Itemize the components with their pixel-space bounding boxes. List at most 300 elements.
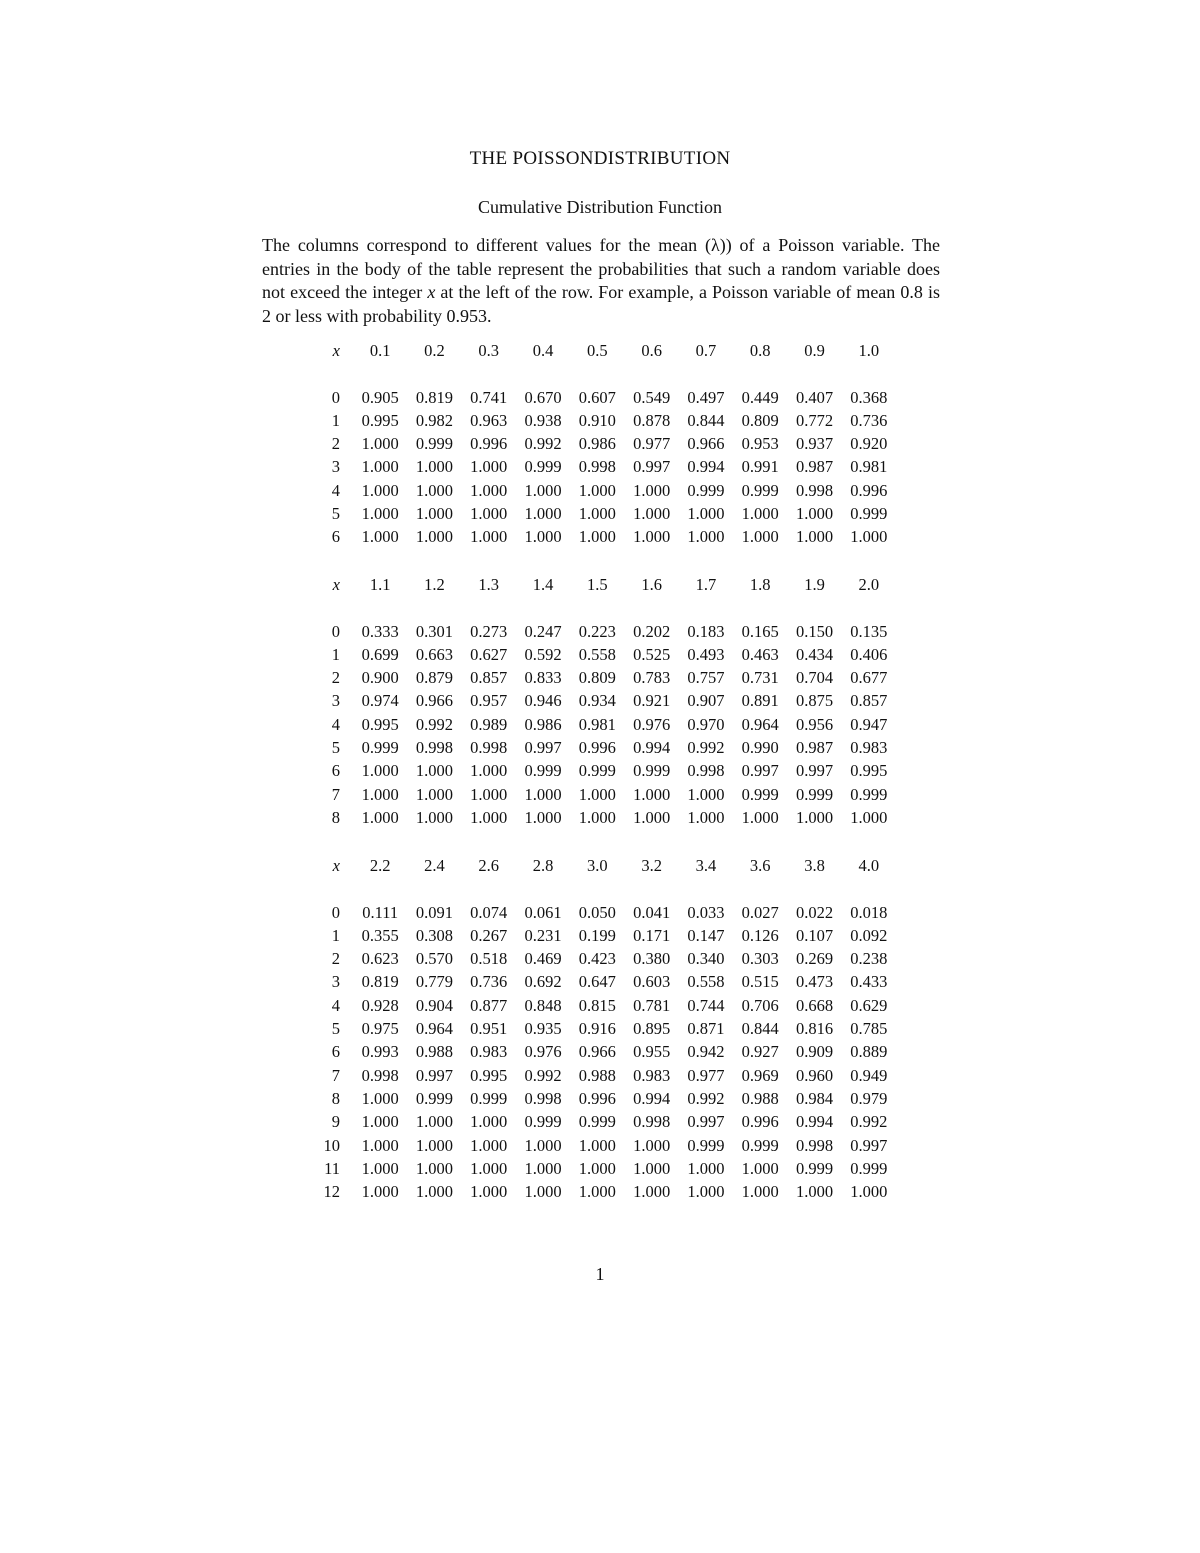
probability-cell: 1.000 (850, 807, 888, 827)
probability-cell: 0.091 (415, 902, 453, 922)
probability-cell: 1.000 (415, 1182, 453, 1202)
intro-text-part2: at the left of the row. For example, a Poisson variable of mean 0.8 is 2 or less with probability 0.953. (262, 282, 940, 326)
probability-cell: 1.000 (470, 807, 508, 827)
probability-cell: 0.999 (741, 480, 779, 500)
probability-cell: 0.999 (524, 1112, 562, 1132)
x-value-cell: 6 (331, 761, 340, 781)
probability-cell: 1.000 (361, 1158, 399, 1178)
probability-cell: 0.844 (741, 1019, 779, 1039)
probability-cell: 0.018 (850, 902, 888, 922)
probability-cell: 0.525 (633, 644, 671, 664)
probability-cell: 0.981 (850, 457, 888, 477)
probability-cell: 0.975 (361, 1019, 399, 1039)
probability-cell: 0.757 (687, 668, 725, 688)
probability-cell: 1.000 (524, 784, 562, 804)
probability-cell: 0.982 (415, 410, 453, 430)
table-row (300, 901, 896, 924)
probability-cell: 0.515 (741, 972, 779, 992)
probability-cell: 0.493 (687, 644, 725, 664)
probability-cell: 0.956 (795, 714, 834, 734)
probability-cell: 0.992 (687, 1088, 725, 1108)
probability-cell: 1.000 (633, 807, 671, 827)
x-column-header: x (332, 856, 340, 875)
probability-cell: 0.074 (470, 902, 508, 922)
probability-cell: 0.992 (687, 738, 725, 758)
probability-cell: 0.921 (633, 691, 671, 711)
probability-cell: 0.907 (687, 691, 725, 711)
probability-cell: 0.994 (633, 738, 671, 758)
probability-cell: 0.994 (633, 1088, 671, 1108)
probability-cell: 0.706 (741, 995, 779, 1015)
probability-cell: 0.895 (633, 1019, 671, 1039)
x-value-cell: 0 (331, 387, 340, 407)
x-value-cell: 1 (331, 644, 340, 664)
x-value-cell: 11 (324, 1158, 340, 1178)
probability-cell: 0.994 (687, 457, 725, 477)
probability-cell: 0.670 (524, 387, 562, 407)
probability-cell: 0.927 (741, 1042, 779, 1062)
probability-cell: 0.147 (687, 925, 725, 945)
x-value-cell: 2 (331, 668, 340, 688)
probability-cell: 0.558 (578, 644, 616, 664)
table-block-2 (300, 573, 900, 829)
lambda-header-row (300, 573, 896, 596)
probability-cell: 0.995 (361, 410, 399, 430)
probability-cell: 0.991 (741, 457, 779, 477)
probability-cell: 1.000 (578, 480, 616, 500)
probability-cell: 0.871 (687, 1019, 725, 1039)
probability-cell: 0.772 (795, 410, 834, 430)
probability-cell: 0.999 (524, 761, 562, 781)
probability-cell: 0.977 (687, 1065, 725, 1085)
probability-cell: 0.946 (524, 691, 562, 711)
table-row (300, 713, 896, 736)
probability-cell: 0.022 (795, 902, 834, 922)
table-row (300, 970, 896, 993)
x-value-cell: 5 (331, 738, 340, 758)
probability-cell: 0.999 (361, 738, 399, 758)
table-row (300, 806, 896, 829)
table-row (300, 1180, 896, 1203)
probability-cell: 0.238 (850, 949, 888, 969)
probability-cell: 0.920 (850, 434, 888, 454)
lambda-header-row (300, 339, 896, 362)
probability-cell: 0.607 (578, 387, 616, 407)
lambda-header: 1.5 (587, 575, 608, 594)
probability-cell: 0.368 (850, 387, 888, 407)
spacer-cell (300, 596, 896, 619)
probability-cell: 1.000 (415, 457, 453, 477)
probability-cell: 1.000 (415, 504, 453, 524)
probability-cell: 0.997 (524, 738, 562, 758)
x-value-cell: 8 (331, 807, 340, 827)
probability-cell: 1.000 (795, 807, 834, 827)
probability-cell: 1.000 (415, 527, 453, 547)
probability-cell: 0.999 (850, 1158, 888, 1178)
table-row (300, 783, 896, 806)
table-row (300, 1040, 896, 1063)
probability-cell: 0.731 (741, 668, 779, 688)
probability-cell: 0.981 (578, 714, 616, 734)
probability-cell: 1.000 (741, 1182, 779, 1202)
probability-cell: 0.963 (470, 410, 508, 430)
probability-cell: 0.269 (795, 949, 834, 969)
probability-cell: 0.999 (470, 1088, 508, 1108)
lambda-header: 1.6 (641, 575, 662, 594)
lambda-header: 0.5 (587, 341, 608, 360)
lambda-header: 1.7 (695, 575, 717, 594)
table-row (300, 666, 896, 689)
probability-cell: 0.999 (741, 1135, 779, 1155)
probability-cell: 0.406 (850, 644, 888, 664)
probability-cell: 0.976 (633, 714, 671, 734)
probability-cell: 0.992 (524, 1065, 562, 1085)
table-row (300, 643, 896, 666)
probability-cell: 0.041 (633, 902, 671, 922)
intro-paragraph (262, 234, 940, 328)
probability-cell: 1.000 (687, 1158, 725, 1178)
page-number: 1 (595, 1264, 605, 1284)
probability-cell: 0.998 (795, 480, 834, 500)
probability-cell: 0.988 (578, 1065, 616, 1085)
probability-cell: 0.910 (578, 410, 616, 430)
table-row (300, 386, 896, 409)
probability-cell: 1.000 (741, 807, 779, 827)
probability-cell: 0.879 (415, 668, 453, 688)
probability-cell: 1.000 (687, 784, 725, 804)
probability-cell: 0.993 (361, 1042, 399, 1062)
probability-cell: 1.000 (524, 1135, 562, 1155)
x-value-cell: 4 (331, 714, 340, 734)
probability-cell: 0.949 (850, 1065, 888, 1085)
x-value-cell: 7 (331, 1065, 340, 1085)
probability-cell: 0.996 (470, 434, 508, 454)
probability-cell: 0.976 (524, 1042, 562, 1062)
probability-cell: 0.783 (633, 668, 671, 688)
probability-cell: 0.816 (795, 1019, 834, 1039)
probability-cell: 1.000 (524, 1158, 562, 1178)
probability-cell: 0.988 (741, 1088, 779, 1108)
probability-cell: 0.998 (361, 1065, 399, 1085)
x-value-cell: 5 (331, 504, 340, 524)
probability-cell: 0.741 (470, 387, 508, 407)
probability-cell: 0.935 (524, 1019, 562, 1039)
probability-cell: 0.996 (741, 1112, 779, 1132)
probability-cell: 0.996 (578, 1088, 616, 1108)
table-row (300, 479, 896, 502)
probability-cell: 1.000 (687, 1182, 725, 1202)
x-value-cell: 4 (331, 480, 340, 500)
probability-cell: 1.000 (361, 1088, 399, 1108)
table-block-1 (300, 339, 900, 549)
probability-cell: 0.135 (850, 621, 888, 641)
probability-cell: 0.999 (687, 1135, 725, 1155)
probability-cell: 1.000 (687, 504, 725, 524)
probability-cell: 0.844 (687, 410, 725, 430)
x-value-cell: 7 (331, 784, 340, 804)
probability-cell: 1.000 (415, 1158, 453, 1178)
lambda-header: 1.2 (424, 575, 445, 594)
probability-cell: 0.434 (795, 644, 834, 664)
probability-cell: 1.000 (633, 1135, 671, 1155)
probability-cell: 0.877 (470, 995, 508, 1015)
probability-cell: 0.966 (687, 434, 725, 454)
lambda-header: 1.9 (804, 575, 825, 594)
probability-cell: 1.000 (633, 504, 671, 524)
probability-cell: 0.999 (578, 761, 616, 781)
probability-cell: 0.857 (850, 691, 888, 711)
x-value-cell: 3 (331, 457, 340, 477)
x-column-header: x (332, 341, 340, 360)
probability-cell: 0.964 (415, 1019, 453, 1039)
probability-cell: 0.998 (470, 738, 508, 758)
spacer-cell (300, 362, 896, 385)
probability-cell: 0.875 (795, 691, 834, 711)
probability-cell: 0.781 (633, 995, 671, 1015)
probability-cell: 1.000 (470, 784, 508, 804)
probability-cell: 1.000 (795, 1182, 834, 1202)
probability-cell: 0.518 (470, 949, 508, 969)
probability-cell: 0.355 (361, 925, 399, 945)
probability-cell: 1.000 (361, 807, 399, 827)
x-value-cell: 6 (331, 1042, 340, 1062)
probability-cell: 0.987 (795, 457, 834, 477)
probability-cell: 0.891 (741, 691, 779, 711)
table-row (300, 736, 896, 759)
probability-cell: 0.247 (524, 621, 562, 641)
probability-cell: 0.107 (795, 925, 834, 945)
probability-cell: 1.000 (415, 480, 453, 500)
table-row (300, 409, 896, 432)
probability-cell: 0.183 (687, 621, 725, 641)
cdf-table (300, 573, 896, 829)
x-value-cell: 6 (331, 527, 340, 547)
probability-cell: 0.423 (578, 949, 616, 969)
probability-cell: 0.809 (741, 410, 779, 430)
x-value-cell: 1 (331, 410, 340, 430)
x-value-cell: 1 (331, 925, 340, 945)
probability-cell: 0.333 (361, 621, 399, 641)
probability-cell: 0.308 (415, 925, 453, 945)
probability-cell: 0.992 (415, 714, 453, 734)
lambda-header: 1.0 (858, 341, 880, 360)
table-row (300, 1087, 896, 1110)
probability-cell: 1.000 (633, 527, 671, 547)
lambda-header: 0.8 (749, 341, 771, 360)
probability-cell: 0.997 (415, 1065, 453, 1085)
probability-cell: 0.558 (687, 972, 725, 992)
probability-cell: 0.997 (850, 1135, 888, 1155)
probability-cell: 0.061 (524, 902, 562, 922)
lambda-header: 0.6 (641, 341, 662, 360)
probability-cell: 0.996 (850, 480, 888, 500)
probability-cell: 1.000 (361, 457, 399, 477)
probability-cell: 0.815 (578, 995, 616, 1015)
probability-cell: 0.629 (850, 995, 888, 1015)
probability-cell: 0.809 (578, 668, 616, 688)
x-value-cell: 8 (331, 1088, 340, 1108)
probability-cell: 0.951 (470, 1019, 508, 1039)
probability-cell: 0.463 (741, 644, 779, 664)
cdf-table (300, 854, 896, 1203)
spacer-row (300, 596, 896, 619)
probability-cell: 0.092 (850, 925, 888, 945)
table-row (300, 1134, 896, 1157)
probability-cell: 0.663 (415, 644, 453, 664)
probability-cell: 1.000 (361, 1182, 399, 1202)
probability-cell: 1.000 (361, 434, 399, 454)
probability-cell: 0.974 (361, 691, 399, 711)
probability-cell: 1.000 (633, 784, 671, 804)
probability-cell: 0.857 (470, 668, 508, 688)
probability-cell: 1.000 (578, 1158, 616, 1178)
probability-cell: 0.449 (741, 387, 779, 407)
probability-cell: 1.000 (361, 1135, 399, 1155)
probability-cell: 0.997 (795, 761, 834, 781)
probability-cell: 0.570 (415, 949, 453, 969)
probability-cell: 0.819 (361, 972, 399, 992)
cdf-table (300, 339, 896, 549)
probability-cell: 0.111 (362, 902, 399, 922)
table-block-3 (300, 854, 900, 1203)
probability-cell: 0.979 (850, 1088, 888, 1108)
probability-cell: 1.000 (741, 527, 779, 547)
lambda-header: 0.1 (369, 341, 391, 360)
table-row (300, 432, 896, 455)
probability-cell: 0.998 (795, 1135, 834, 1155)
probability-cell: 0.970 (687, 714, 725, 734)
probability-cell: 0.999 (578, 1112, 616, 1132)
probability-cell: 0.223 (578, 621, 616, 641)
x-value-cell: 0 (331, 902, 340, 922)
probability-cell: 1.000 (361, 761, 399, 781)
lambda-header: 1.4 (532, 575, 554, 594)
probability-cell: 0.999 (741, 784, 779, 804)
probability-cell: 0.999 (850, 784, 888, 804)
lambda-header: 0.9 (804, 341, 825, 360)
table-row (300, 502, 896, 525)
probability-cell: 0.033 (687, 902, 725, 922)
probability-cell: 0.990 (741, 738, 779, 758)
probability-cell: 0.987 (795, 738, 834, 758)
lambda-header: 3.2 (641, 856, 662, 875)
probability-cell: 0.957 (470, 691, 508, 711)
probability-cell: 0.433 (850, 972, 888, 992)
probability-cell: 1.000 (687, 807, 725, 827)
lambda-header: 3.8 (804, 856, 825, 875)
probability-cell: 0.301 (415, 621, 453, 641)
probability-cell: 1.000 (470, 504, 508, 524)
probability-cell: 0.380 (633, 949, 671, 969)
probability-cell: 0.983 (470, 1042, 508, 1062)
probability-cell: 1.000 (415, 784, 453, 804)
probability-cell: 0.231 (524, 925, 562, 945)
lambda-header: 3.4 (695, 856, 717, 875)
probability-cell: 1.000 (361, 480, 399, 500)
probability-cell: 0.340 (687, 949, 725, 969)
probability-cell: 0.473 (795, 972, 834, 992)
probability-cell: 1.000 (578, 527, 616, 547)
probability-cell: 0.050 (578, 902, 616, 922)
lambda-header: 2.2 (369, 856, 391, 875)
probability-cell: 0.999 (687, 480, 725, 500)
lambda-header: 4.0 (858, 856, 880, 875)
x-value-cell: 2 (331, 949, 340, 969)
probability-cell: 1.000 (578, 504, 616, 524)
x-column-header: x (332, 575, 340, 594)
lambda-header: 1.1 (369, 575, 391, 594)
probability-cell: 1.000 (578, 784, 616, 804)
probability-cell: 0.819 (415, 387, 453, 407)
probability-cell: 0.953 (741, 434, 779, 454)
probability-cell: 0.997 (687, 1112, 725, 1132)
probability-cell: 1.000 (470, 457, 508, 477)
probability-cell: 0.999 (415, 434, 453, 454)
probability-cell: 0.988 (415, 1042, 453, 1062)
probability-cell: 0.928 (361, 995, 399, 1015)
intro-variable: x (427, 282, 436, 302)
probability-cell: 0.999 (633, 761, 671, 781)
probability-cell: 0.905 (361, 387, 399, 407)
probability-cell: 0.150 (795, 621, 834, 641)
probability-cell: 0.969 (741, 1065, 779, 1085)
probability-cell: 0.989 (470, 714, 508, 734)
probability-cell: 0.592 (524, 644, 562, 664)
probability-cell: 0.966 (415, 691, 453, 711)
probability-cell: 1.000 (524, 807, 562, 827)
probability-cell: 0.165 (741, 621, 779, 641)
probability-cell: 0.889 (850, 1042, 888, 1062)
spacer-cell (300, 877, 896, 900)
spacer-row (300, 362, 896, 385)
probability-cell: 0.977 (633, 434, 671, 454)
probability-cell: 0.704 (795, 668, 834, 688)
probability-cell: 0.934 (578, 691, 616, 711)
table-row (300, 924, 896, 947)
table-row (300, 1064, 896, 1087)
probability-cell: 0.942 (687, 1042, 725, 1062)
probability-cell: 0.992 (850, 1112, 888, 1132)
lambda-header: 2.8 (532, 856, 554, 875)
table-row (300, 620, 896, 643)
probability-cell: 0.947 (850, 714, 888, 734)
probability-cell: 0.960 (795, 1065, 834, 1085)
probability-cell: 0.126 (741, 925, 779, 945)
probability-cell: 0.999 (850, 504, 888, 524)
probability-cell: 1.000 (850, 527, 888, 547)
probability-cell: 0.623 (361, 949, 399, 969)
probability-cell: 0.997 (741, 761, 779, 781)
table-row (300, 947, 896, 970)
x-value-cell: 4 (331, 995, 340, 1015)
probability-cell: 0.497 (687, 387, 725, 407)
probability-cell: 1.000 (470, 480, 508, 500)
probability-cell: 0.938 (524, 410, 562, 430)
probability-cell: 1.000 (361, 1112, 399, 1132)
table-row (300, 455, 896, 478)
probability-cell: 0.779 (415, 972, 453, 992)
lambda-header: 2.0 (858, 575, 880, 594)
probability-cell: 0.900 (361, 668, 399, 688)
probability-cell: 0.999 (415, 1088, 453, 1108)
probability-cell: 0.267 (470, 925, 508, 945)
probability-cell: 1.000 (633, 480, 671, 500)
probability-cell: 0.998 (687, 761, 725, 781)
lambda-header: 0.7 (695, 341, 717, 360)
probability-cell: 0.996 (578, 738, 616, 758)
probability-cell: 1.000 (415, 1112, 453, 1132)
probability-cell: 1.000 (524, 527, 562, 547)
